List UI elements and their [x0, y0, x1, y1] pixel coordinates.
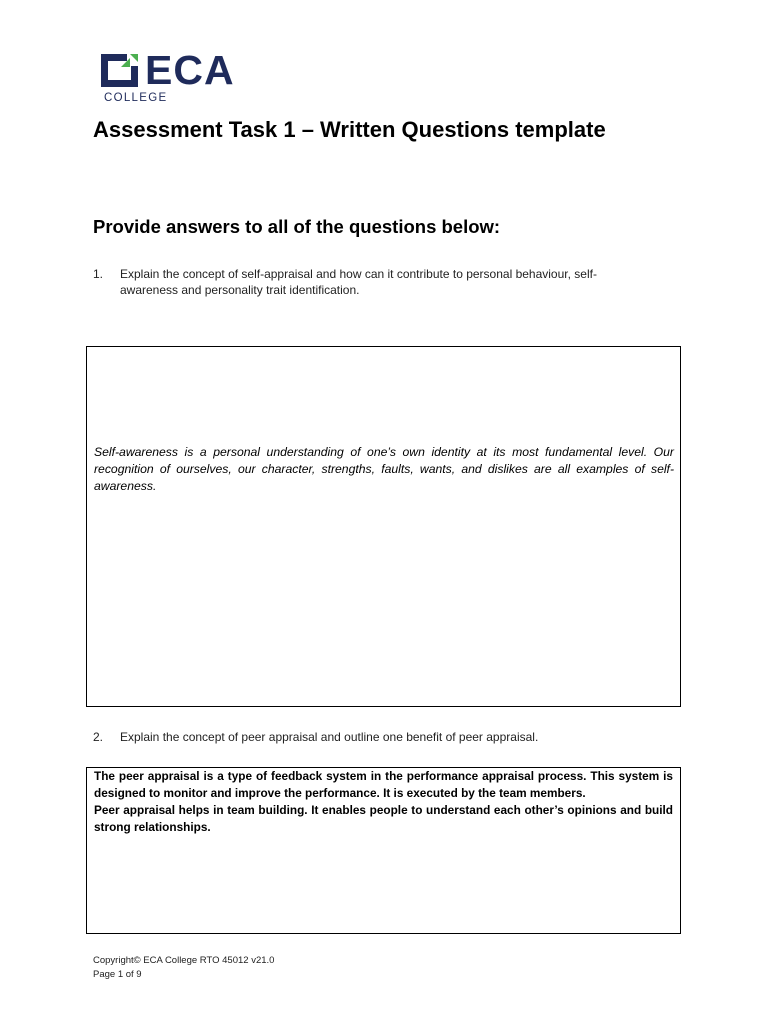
answer-paragraph: Peer appraisal helps in team building. It enables people to understand each other’s opinions and build strong relationships.	[94, 803, 673, 834]
question-number: 1.	[93, 267, 104, 281]
page-number: Page 1 of 9	[93, 969, 142, 980]
answer-paragraph: The peer appraisal is a type of feedback system in the performance appraisal process. This system is designed to monitor and improve the performance. It is executed by the team members.	[94, 769, 673, 800]
section-heading: Provide answers to all of the questions below:	[93, 216, 501, 237]
eca-logo-mark-icon	[101, 54, 138, 87]
logo-subtitle: COLLEGE	[104, 92, 168, 104]
logo-wordmark: ECA	[145, 47, 235, 93]
answer-box-2[interactable]	[86, 767, 681, 934]
question-text: Explain the concept of self-appraisal and how can it contribute to personal behaviour, self-awareness and personality trait identification.	[120, 267, 597, 297]
copyright-text: Copyright© ECA College RTO 45012 v21.0	[93, 955, 275, 966]
answer-text: Self-awareness is a personal understanding of one’s own identity at its most fundamental level. Our recognition of ourselves, our character, strengths, faults, wants, and dislikes are all examples of self-awareness.	[94, 445, 674, 493]
answer-box-1[interactable]	[86, 346, 681, 707]
answer-text	[87, 768, 680, 836]
eca-college-logo	[101, 47, 271, 106]
question-text: Explain the concept of peer appraisal and outline one benefit of peer appraisal.	[120, 730, 539, 744]
question-number: 2.	[93, 730, 104, 744]
page-footer	[93, 954, 274, 982]
page-title: Assessment Task 1 – Written Questions template	[93, 117, 606, 142]
